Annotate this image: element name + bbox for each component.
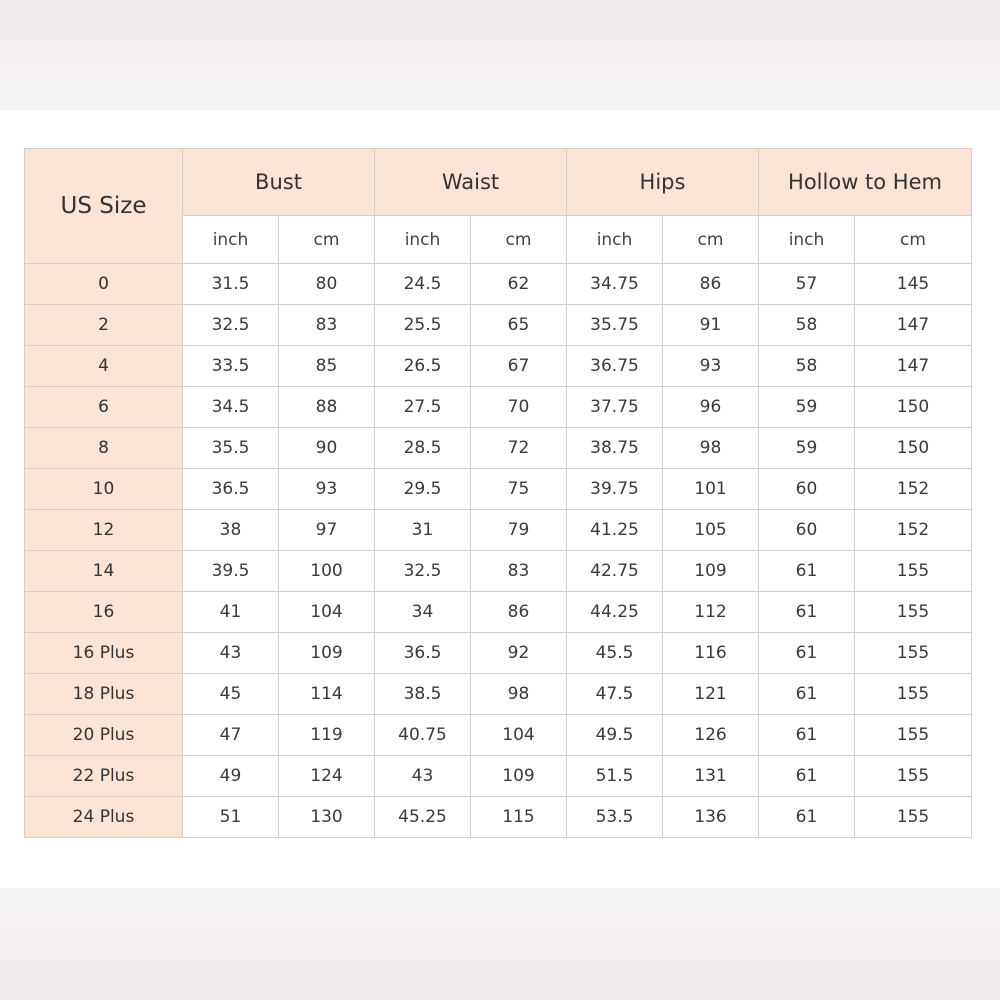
value-cell: 35.75: [567, 305, 663, 346]
value-cell: 124: [279, 756, 375, 797]
size-cell: 22 Plus: [25, 756, 183, 797]
value-cell: 114: [279, 674, 375, 715]
unit-header: cm: [663, 216, 759, 264]
value-cell: 155: [855, 674, 972, 715]
size-cell: 20 Plus: [25, 715, 183, 756]
value-cell: 109: [279, 633, 375, 674]
table-row: [25, 633, 972, 674]
value-cell: 59: [759, 387, 855, 428]
value-cell: 67: [471, 346, 567, 387]
value-cell: 86: [663, 264, 759, 305]
value-cell: 47: [183, 715, 279, 756]
value-cell: 59: [759, 428, 855, 469]
value-cell: 92: [471, 633, 567, 674]
value-cell: 155: [855, 715, 972, 756]
bust-header: Bust: [183, 149, 375, 216]
value-cell: 112: [663, 592, 759, 633]
value-cell: 51: [183, 797, 279, 838]
size-chart-table: [24, 148, 972, 838]
value-cell: 101: [663, 469, 759, 510]
value-cell: 25.5: [375, 305, 471, 346]
value-cell: 61: [759, 551, 855, 592]
value-cell: 45: [183, 674, 279, 715]
value-cell: 91: [663, 305, 759, 346]
size-cell: 12: [25, 510, 183, 551]
value-cell: 33.5: [183, 346, 279, 387]
value-cell: 61: [759, 797, 855, 838]
value-cell: 147: [855, 346, 972, 387]
size-cell: 0: [25, 264, 183, 305]
table-row: [25, 346, 972, 387]
table-row: [25, 469, 972, 510]
value-cell: 145: [855, 264, 972, 305]
value-cell: 136: [663, 797, 759, 838]
value-cell: 88: [279, 387, 375, 428]
unit-header: inch: [375, 216, 471, 264]
value-cell: 98: [471, 674, 567, 715]
value-cell: 31.5: [183, 264, 279, 305]
table-row: [25, 387, 972, 428]
value-cell: 58: [759, 346, 855, 387]
table-row: [25, 305, 972, 346]
value-cell: 100: [279, 551, 375, 592]
value-cell: 61: [759, 674, 855, 715]
value-cell: 42.75: [567, 551, 663, 592]
value-cell: 37.75: [567, 387, 663, 428]
value-cell: 65: [471, 305, 567, 346]
value-cell: 45.25: [375, 797, 471, 838]
table-row: [25, 674, 972, 715]
value-cell: 80: [279, 264, 375, 305]
value-cell: 38.5: [375, 674, 471, 715]
value-cell: 61: [759, 715, 855, 756]
table-row: [25, 756, 972, 797]
value-cell: 36.5: [183, 469, 279, 510]
value-cell: 34: [375, 592, 471, 633]
table-row: [25, 592, 972, 633]
value-cell: 57: [759, 264, 855, 305]
value-cell: 36.5: [375, 633, 471, 674]
value-cell: 119: [279, 715, 375, 756]
value-cell: 79: [471, 510, 567, 551]
bottom-background: [0, 888, 1000, 1000]
value-cell: 61: [759, 592, 855, 633]
value-cell: 27.5: [375, 387, 471, 428]
value-cell: 29.5: [375, 469, 471, 510]
value-cell: 155: [855, 592, 972, 633]
value-cell: 152: [855, 510, 972, 551]
value-cell: 34.75: [567, 264, 663, 305]
value-cell: 38: [183, 510, 279, 551]
hips-header: Hips: [567, 149, 759, 216]
value-cell: 83: [471, 551, 567, 592]
value-cell: 98: [663, 428, 759, 469]
value-cell: 147: [855, 305, 972, 346]
size-cell: 24 Plus: [25, 797, 183, 838]
value-cell: 90: [279, 428, 375, 469]
unit-header: cm: [279, 216, 375, 264]
top-background: [0, 0, 1000, 110]
value-cell: 83: [279, 305, 375, 346]
value-cell: 93: [663, 346, 759, 387]
value-cell: 47.5: [567, 674, 663, 715]
unit-header: cm: [855, 216, 972, 264]
value-cell: 121: [663, 674, 759, 715]
value-cell: 39.5: [183, 551, 279, 592]
value-cell: 109: [471, 756, 567, 797]
size-cell: 4: [25, 346, 183, 387]
value-cell: 26.5: [375, 346, 471, 387]
unit-header: inch: [759, 216, 855, 264]
value-cell: 104: [279, 592, 375, 633]
value-cell: 36.75: [567, 346, 663, 387]
size-cell: 2: [25, 305, 183, 346]
value-cell: 34.5: [183, 387, 279, 428]
value-cell: 150: [855, 428, 972, 469]
waist-header: Waist: [375, 149, 567, 216]
value-cell: 116: [663, 633, 759, 674]
value-cell: 32.5: [375, 551, 471, 592]
value-cell: 155: [855, 797, 972, 838]
table-row: [25, 797, 972, 838]
value-cell: 38.75: [567, 428, 663, 469]
value-cell: 53.5: [567, 797, 663, 838]
size-cell: 10: [25, 469, 183, 510]
value-cell: 35.5: [183, 428, 279, 469]
value-cell: 155: [855, 551, 972, 592]
value-cell: 72: [471, 428, 567, 469]
value-cell: 41.25: [567, 510, 663, 551]
value-cell: 60: [759, 469, 855, 510]
value-cell: 58: [759, 305, 855, 346]
us-size-header: US Size: [25, 149, 183, 264]
value-cell: 61: [759, 756, 855, 797]
table-row: [25, 428, 972, 469]
value-cell: 40.75: [375, 715, 471, 756]
value-cell: 155: [855, 756, 972, 797]
value-cell: 41: [183, 592, 279, 633]
value-cell: 49: [183, 756, 279, 797]
size-cell: 8: [25, 428, 183, 469]
size-rows: [25, 264, 972, 838]
value-cell: 75: [471, 469, 567, 510]
value-cell: 152: [855, 469, 972, 510]
value-cell: 60: [759, 510, 855, 551]
value-cell: 62: [471, 264, 567, 305]
value-cell: 85: [279, 346, 375, 387]
value-cell: 131: [663, 756, 759, 797]
value-cell: 96: [663, 387, 759, 428]
value-cell: 39.75: [567, 469, 663, 510]
value-cell: 43: [183, 633, 279, 674]
size-cell: 16 Plus: [25, 633, 183, 674]
value-cell: 31: [375, 510, 471, 551]
value-cell: 86: [471, 592, 567, 633]
value-cell: 24.5: [375, 264, 471, 305]
table-row: [25, 510, 972, 551]
value-cell: 43: [375, 756, 471, 797]
value-cell: 44.25: [567, 592, 663, 633]
size-cell: 18 Plus: [25, 674, 183, 715]
value-cell: 45.5: [567, 633, 663, 674]
value-cell: 109: [663, 551, 759, 592]
value-cell: 150: [855, 387, 972, 428]
table-row: [25, 264, 972, 305]
value-cell: 97: [279, 510, 375, 551]
size-cell: 16: [25, 592, 183, 633]
table-row: [25, 551, 972, 592]
table-row: [25, 715, 972, 756]
value-cell: 115: [471, 797, 567, 838]
value-cell: 104: [471, 715, 567, 756]
value-cell: 105: [663, 510, 759, 551]
value-cell: 93: [279, 469, 375, 510]
value-cell: 126: [663, 715, 759, 756]
size-cell: 6: [25, 387, 183, 428]
unit-header: inch: [183, 216, 279, 264]
value-cell: 49.5: [567, 715, 663, 756]
unit-header: inch: [567, 216, 663, 264]
value-cell: 130: [279, 797, 375, 838]
size-cell: 14: [25, 551, 183, 592]
value-cell: 51.5: [567, 756, 663, 797]
value-cell: 70: [471, 387, 567, 428]
hollow-to-hem-header: Hollow to Hem: [759, 149, 972, 216]
value-cell: 28.5: [375, 428, 471, 469]
value-cell: 32.5: [183, 305, 279, 346]
unit-header: cm: [471, 216, 567, 264]
value-cell: 61: [759, 633, 855, 674]
value-cell: 155: [855, 633, 972, 674]
